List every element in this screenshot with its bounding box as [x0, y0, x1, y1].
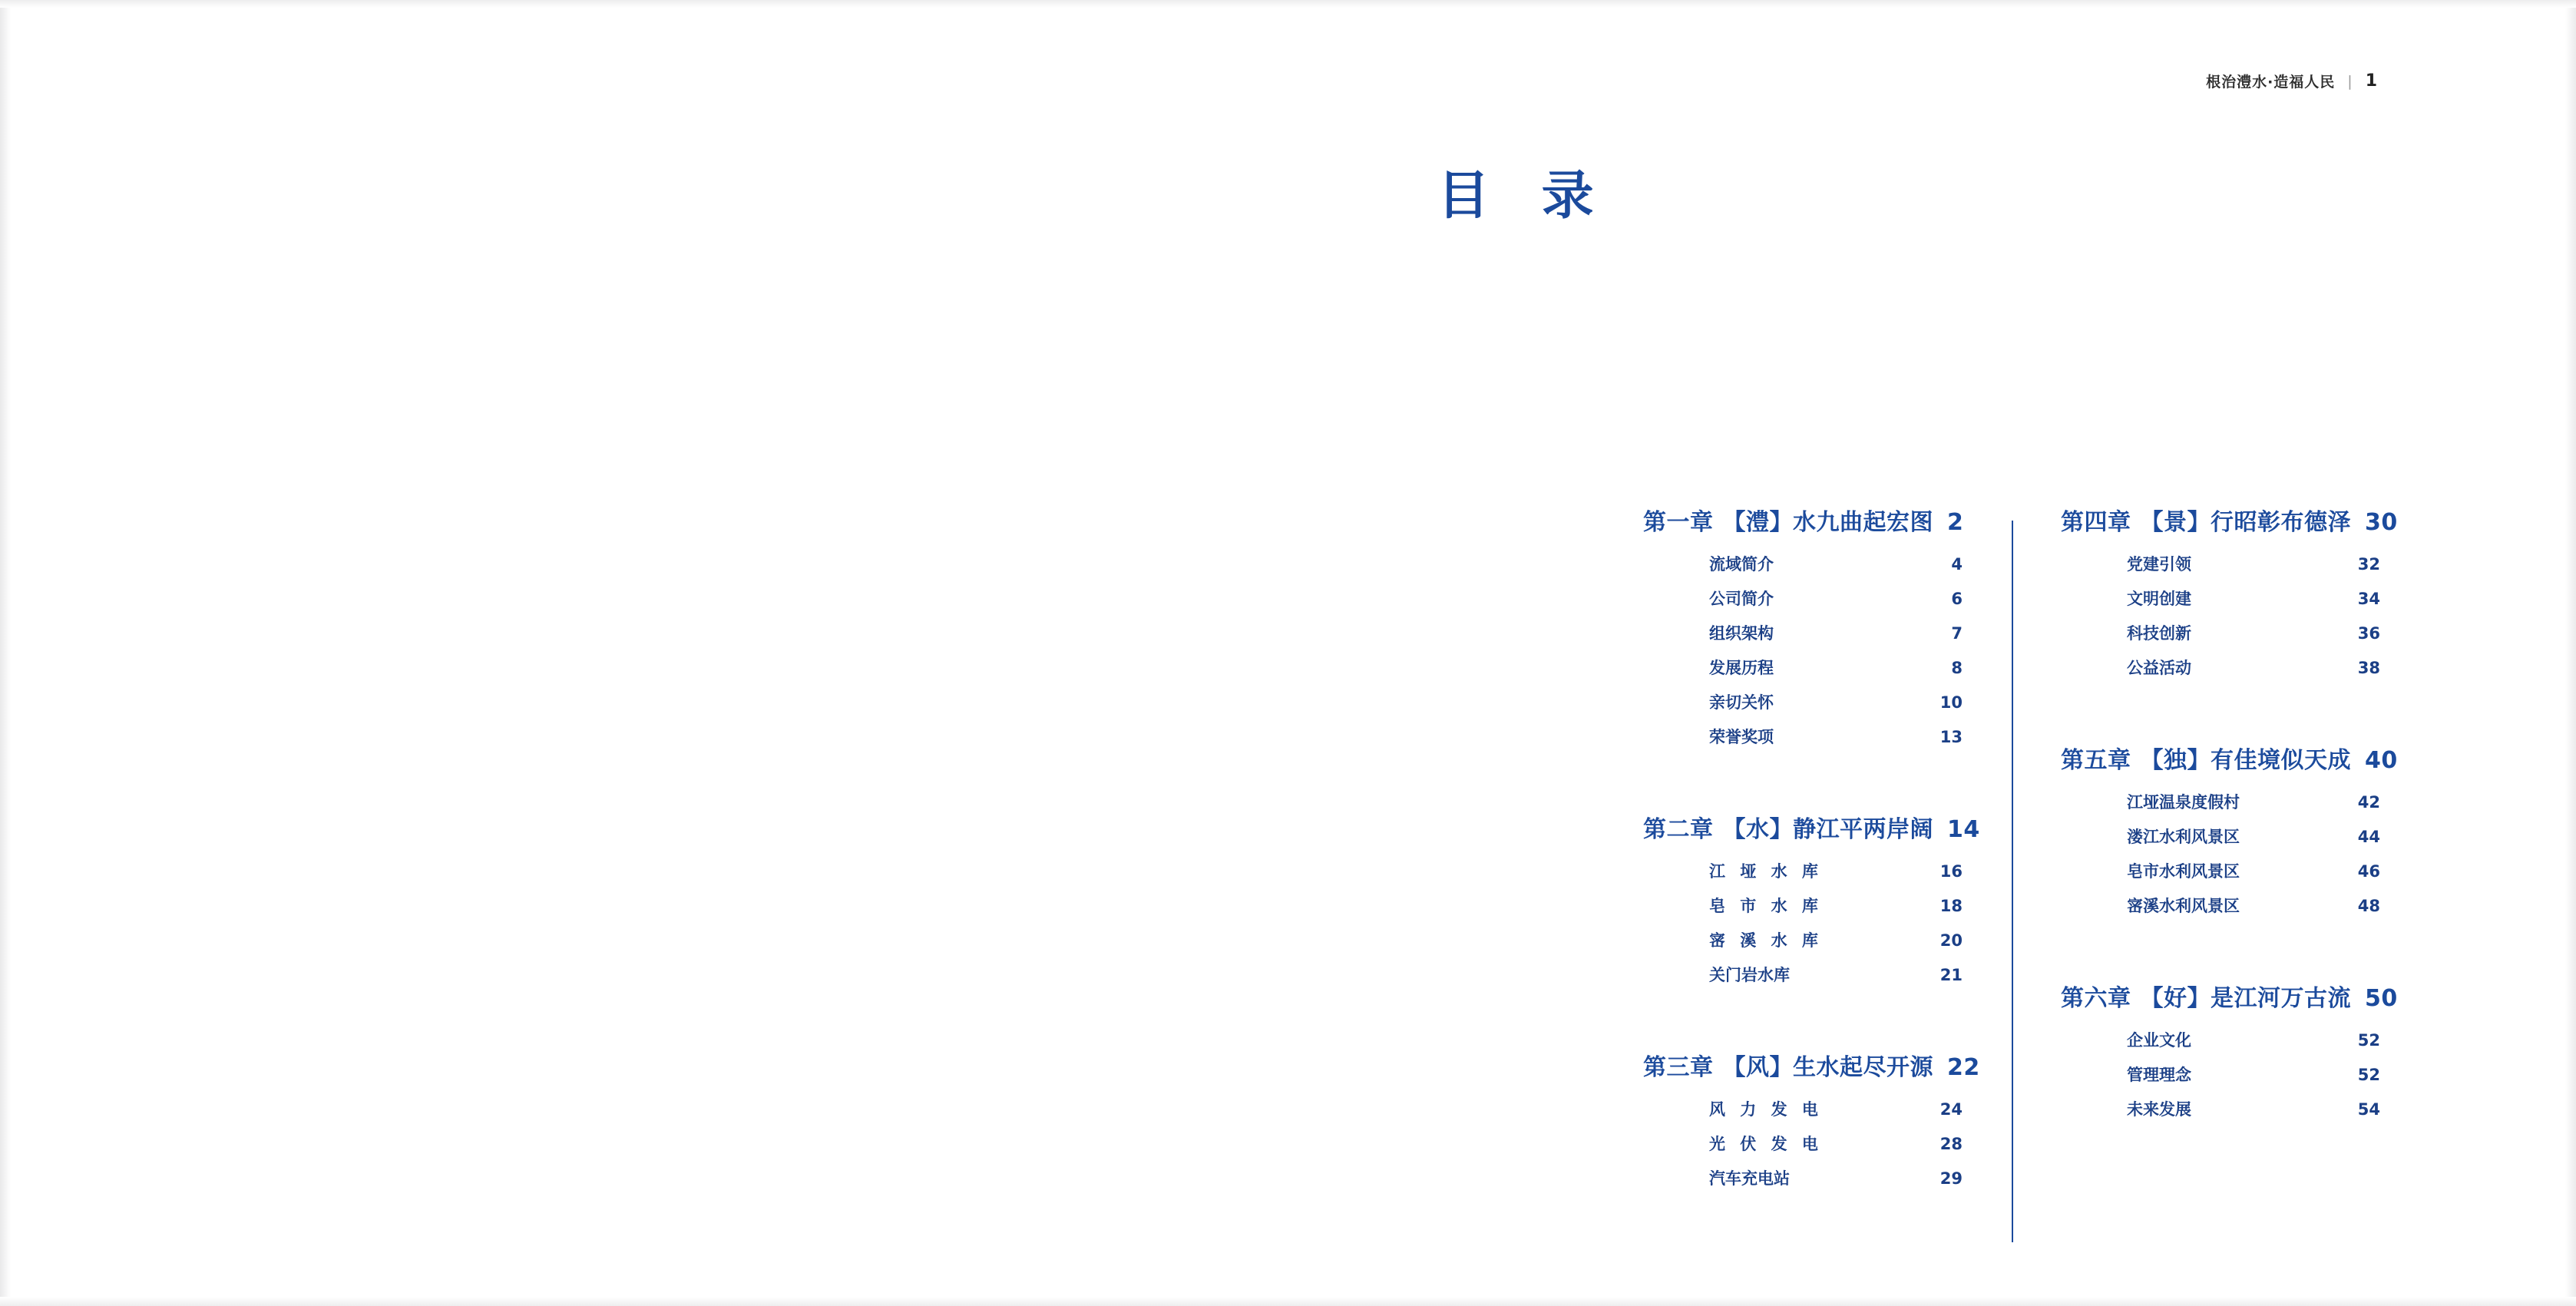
chapter-3-page: 22	[1947, 1054, 1980, 1081]
list-item[interactable]	[1709, 557, 1963, 573]
chapter-1-entries	[1643, 557, 2012, 746]
chapter-5-entries	[2061, 795, 2429, 914]
list-item[interactable]	[1709, 864, 1963, 880]
entry-label: 风 力 发 电	[1709, 1100, 1823, 1119]
list-item[interactable]	[1709, 1102, 1963, 1118]
chapter-1	[1643, 503, 2012, 746]
entry-page: 18	[1939, 897, 1963, 915]
chapter-3-name: 【风】生水起尽开源	[1722, 1054, 1933, 1081]
entry-label: 企业文化	[2127, 1031, 2191, 1050]
entry-page: 42	[2357, 793, 2380, 812]
entry-label: 光 伏 发 电	[1709, 1135, 1823, 1153]
chapter-4-heading[interactable]	[2061, 503, 2429, 537]
entry-label: 宻 溪 水 库	[1709, 931, 1823, 950]
entry-page: 44	[2357, 828, 2380, 846]
running-header-text: 根治澧水·造福人民	[2206, 74, 2336, 91]
list-item[interactable]	[2127, 864, 2380, 880]
entry-page: 46	[2357, 862, 2380, 881]
chapter-3	[1643, 1048, 2012, 1187]
list-item[interactable]	[1709, 1136, 1963, 1152]
page-edge-bottom	[0, 1297, 2576, 1306]
list-item[interactable]	[2127, 591, 2380, 607]
running-header-separator: |	[2347, 72, 2353, 90]
entry-page: 38	[2357, 659, 2380, 677]
list-item[interactable]	[2127, 1067, 2380, 1083]
chapter-3-number: 第三章	[1643, 1054, 1714, 1081]
list-item[interactable]	[2127, 626, 2380, 642]
list-item[interactable]	[1709, 660, 1963, 676]
entry-page: 21	[1939, 966, 1963, 984]
chapter-3-entries	[1643, 1102, 2012, 1187]
chapter-6-number: 第六章	[2061, 985, 2131, 1012]
entry-page: 20	[1939, 931, 1963, 950]
chapter-1-page: 2	[1947, 509, 1964, 536]
toc-column-left	[1643, 503, 2012, 1187]
entry-label: 江 垭 水 库	[1709, 862, 1823, 881]
entry-label: 皂市水利风景区	[2127, 862, 2240, 881]
entry-page: 52	[2357, 1066, 2380, 1084]
entry-label: 科技创新	[2127, 624, 2191, 643]
entry-label: 公司简介	[1709, 590, 1774, 608]
chapter-4-page: 30	[2365, 509, 2398, 536]
entry-label: 宻溪水利风景区	[2127, 897, 2240, 915]
chapter-6-entries	[2061, 1033, 2429, 1118]
page-title: 目 录	[1437, 166, 1611, 226]
entry-page: 52	[2357, 1031, 2380, 1050]
chapter-2-number: 第二章	[1643, 816, 1714, 843]
page-edge-top	[0, 0, 2576, 8]
chapter-2-name: 【水】静江平两岸阔	[1722, 816, 1933, 843]
list-item[interactable]	[1709, 1171, 1963, 1187]
list-item[interactable]	[1709, 626, 1963, 642]
entry-page: 10	[1939, 693, 1963, 712]
chapter-1-number: 第一章	[1643, 509, 1714, 536]
entry-page: 16	[1939, 862, 1963, 881]
list-item[interactable]	[2127, 829, 2380, 845]
entry-label: 皂 市 水 库	[1709, 897, 1823, 915]
list-item[interactable]	[1709, 967, 1963, 984]
list-item[interactable]	[2127, 557, 2380, 573]
list-item[interactable]	[1709, 933, 1963, 949]
entry-page: 28	[1939, 1135, 1963, 1153]
chapter-5-number: 第五章	[2061, 747, 2131, 774]
chapter-5-heading[interactable]	[2061, 741, 2429, 775]
entry-label: 文明创建	[2127, 590, 2191, 608]
chapter-5	[2061, 741, 2429, 914]
entry-label: 溇江水利风景区	[2127, 828, 2240, 846]
chapter-5-page: 40	[2365, 747, 2398, 774]
list-item[interactable]	[2127, 1033, 2380, 1049]
entry-label: 关门岩水库	[1709, 966, 1790, 984]
entry-label: 荣誉奖项	[1709, 728, 1774, 746]
entry-page: 29	[1939, 1169, 1963, 1188]
entry-label: 公益活动	[2127, 659, 2191, 677]
entry-page: 32	[2357, 555, 2380, 574]
entry-page: 24	[1939, 1100, 1963, 1119]
list-item[interactable]	[2127, 660, 2380, 676]
chapter-2-heading[interactable]	[1643, 810, 2012, 844]
running-header-page-number: 1	[2365, 71, 2378, 91]
entry-page: 6	[1951, 590, 1963, 608]
chapter-1-name: 【澧】水九曲起宏图	[1722, 509, 1933, 536]
entry-page: 48	[2357, 897, 2380, 915]
toc-column-right	[2013, 503, 2429, 1118]
entry-label: 未来发展	[2127, 1100, 2191, 1119]
chapter-6	[2061, 979, 2429, 1118]
list-item[interactable]	[2127, 1102, 2380, 1118]
entry-page: 34	[2357, 590, 2380, 608]
chapter-4	[2061, 503, 2429, 676]
entry-page: 7	[1951, 624, 1963, 643]
entry-page: 4	[1951, 555, 1963, 574]
entry-label: 管理理念	[2127, 1066, 2191, 1084]
chapter-2-entries	[1643, 864, 2012, 984]
chapter-4-entries	[2061, 557, 2429, 676]
list-item[interactable]	[2127, 898, 2380, 914]
chapter-6-page: 50	[2365, 985, 2398, 1012]
page-edge-left	[0, 0, 11, 1306]
entry-label: 发展历程	[1709, 659, 1774, 677]
entry-label: 党建引领	[2127, 555, 2191, 574]
chapter-5-name: 【独】有佳境似天成	[2140, 747, 2351, 774]
chapter-4-number: 第四章	[2061, 509, 2131, 536]
chapter-4-name: 【景】行昭彰布德泽	[2140, 509, 2351, 536]
page-edge-right	[2565, 0, 2576, 1306]
entry-label: 流域简介	[1709, 555, 1774, 574]
chapter-6-heading[interactable]	[2061, 979, 2429, 1013]
chapter-6-name: 【好】是江河万古流	[2140, 985, 2351, 1012]
entry-page: 36	[2357, 624, 2380, 643]
entry-label: 江垭温泉度假村	[2127, 793, 2240, 812]
chapter-1-heading[interactable]	[1643, 503, 2012, 537]
entry-label: 组织架构	[1709, 624, 1774, 643]
list-item[interactable]	[1709, 898, 1963, 914]
entry-page: 13	[1939, 728, 1963, 746]
entry-label: 亲切关怀	[1709, 693, 1774, 712]
chapter-2	[1643, 810, 2012, 984]
toc-columns	[1643, 503, 2429, 1242]
list-item[interactable]	[2127, 795, 2380, 811]
running-header	[2206, 71, 2378, 91]
chapter-3-heading[interactable]	[1643, 1048, 2012, 1082]
entry-label: 汽车充电站	[1709, 1169, 1790, 1188]
entry-page: 54	[2357, 1100, 2380, 1119]
list-item[interactable]	[1709, 695, 1963, 711]
list-item[interactable]	[1709, 729, 1963, 746]
chapter-2-page: 14	[1947, 816, 1980, 843]
list-item[interactable]	[1709, 591, 1963, 607]
entry-page: 8	[1951, 659, 1963, 677]
